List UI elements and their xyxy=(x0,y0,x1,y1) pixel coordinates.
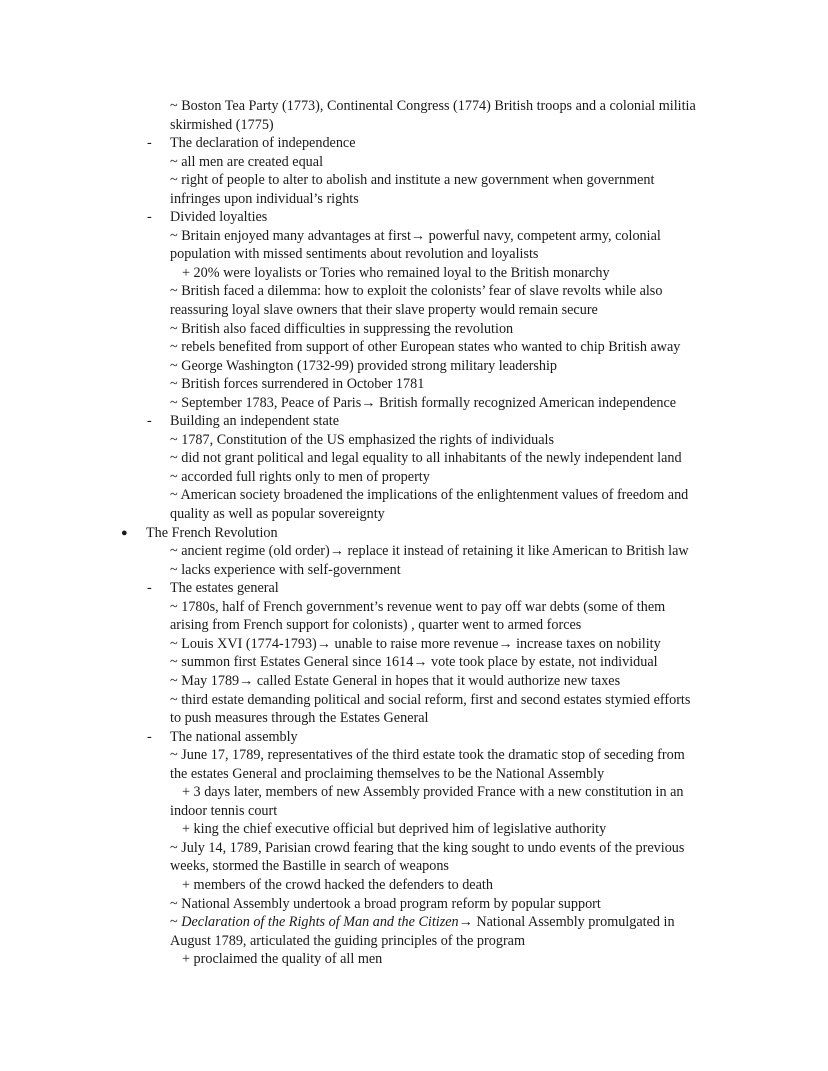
note-line xyxy=(0,542,828,561)
note-line xyxy=(0,153,828,172)
note-line xyxy=(0,375,828,394)
line-text: The French Revolution xyxy=(146,524,278,541)
line-text: indoor tennis court xyxy=(170,802,278,819)
note-line xyxy=(0,190,828,209)
note-line xyxy=(0,245,828,264)
line-text: ~ accorded full rights only to men of property xyxy=(170,468,430,485)
note-line xyxy=(0,282,828,301)
note-line xyxy=(0,97,828,116)
dash-marker: - xyxy=(147,728,152,745)
line-text: ~ July 14, 1789, Parisian crowd fearing that the king sought to undo events of the previous xyxy=(170,839,685,856)
line-text: ~ lacks experience with self-government xyxy=(170,561,401,578)
line-text: ~ all men are created equal xyxy=(170,153,324,170)
document-body xyxy=(0,97,828,969)
line-text: ~ third estate demanding political and social reform, first and second estates stymied efforts xyxy=(170,691,691,708)
subsection-heading xyxy=(0,579,828,598)
note-line xyxy=(0,357,828,376)
line-text: infringes upon individual’s rights xyxy=(170,190,359,207)
note-line xyxy=(0,449,828,468)
line-text: ~ June 17, 1789, representatives of the third estate took the dramatic stop of seceding from xyxy=(170,747,685,764)
line-text: ~ British forces surrendered in October 1781 xyxy=(170,376,425,393)
note-line xyxy=(0,468,828,487)
line-text: ~ rebels benefited from support of other European states who wanted to chip British away xyxy=(170,339,681,356)
note-line xyxy=(0,635,828,654)
line-text: ~ 1780s, half of French government’s revenue went to pay off war debts (some of them xyxy=(170,598,666,615)
note-line xyxy=(0,820,828,839)
line-text: ~ British faced a dilemma: how to exploit the colonists’ fear of slave revolts while also xyxy=(170,283,663,300)
note-line xyxy=(0,301,828,320)
note-line xyxy=(0,171,828,190)
note-line xyxy=(0,876,828,895)
dash-marker: - xyxy=(147,580,152,597)
bullet-marker: ● xyxy=(121,526,128,539)
line-text: + members of the crowd hacked the defenders to death xyxy=(182,876,493,893)
line-text: ~ right of people to alter to abolish and institute a new government when government xyxy=(170,172,655,189)
line-text: ~ Boston Tea Party (1773), Continental Congress (1774) British troops and a colonial militia xyxy=(170,98,696,114)
section-heading xyxy=(0,524,828,543)
note-line xyxy=(0,709,828,728)
line-text: The estates general xyxy=(170,580,279,597)
note-line xyxy=(0,227,828,246)
line-text: skirmished (1775) xyxy=(170,116,274,133)
line-text: ~ Louis XVI (1774-1793)→ unable to raise more revenue→ increase taxes on nobility xyxy=(170,635,661,652)
line-text-prefix: ~ xyxy=(170,914,182,931)
note-line xyxy=(0,598,828,617)
note-line xyxy=(0,765,828,784)
note-line xyxy=(0,486,828,505)
italic-title: Declaration of the Rights of Man and the Citizen xyxy=(181,914,459,931)
subsection-heading xyxy=(0,728,828,747)
line-text: ~ summon first Estates General since 1614→ vote took place by estate, not individual xyxy=(170,654,658,671)
note-line xyxy=(0,616,828,635)
line-text: ~ September 1783, Peace of Paris→ British formally recognized American independence xyxy=(170,394,677,411)
line-text: to push measures through the Estates General xyxy=(170,710,429,727)
note-line xyxy=(0,746,828,765)
line-text: arising from French support for colonists) , quarter went to armed forces xyxy=(170,617,582,634)
note-line xyxy=(0,116,828,135)
line-text: ~ 1787, Constitution of the US emphasized the rights of individuals xyxy=(170,431,555,448)
subsection-heading xyxy=(0,134,828,153)
line-text: ~ ancient regime (old order)→ replace it instead of retaining it like American to British law xyxy=(170,543,689,560)
note-line xyxy=(0,338,828,357)
line-text: ~ George Washington (1732-99) provided strong military leadership xyxy=(170,357,558,374)
note-line xyxy=(0,913,828,932)
line-text: August 1789, articulated the guiding principles of the program xyxy=(170,932,525,949)
dash-marker: - xyxy=(147,135,152,152)
line-text: The national assembly xyxy=(170,728,298,745)
line-text-suffix: → National Assembly promulgated in xyxy=(458,914,675,931)
subsection-heading xyxy=(0,412,828,431)
note-line xyxy=(0,320,828,339)
line-text xyxy=(170,913,675,932)
note-line xyxy=(0,561,828,580)
note-line xyxy=(0,950,828,969)
line-text: population with missed sentiments about revolution and loyalists xyxy=(170,246,539,263)
line-text: + 20% were loyalists or Tories who remained loyal to the British monarchy xyxy=(182,264,610,281)
line-text: + 3 days later, members of new Assembly provided France with a new constitution in an xyxy=(182,784,684,801)
line-text: the estates General and proclaiming themselves to be the National Assembly xyxy=(170,765,605,782)
note-line xyxy=(0,839,828,858)
dash-marker: - xyxy=(147,413,152,430)
line-text: Building an independent state xyxy=(170,413,340,430)
line-text: ~ Britain enjoyed many advantages at first→ powerful navy, competent army, colonial xyxy=(170,227,661,244)
note-line xyxy=(0,653,828,672)
note-line xyxy=(0,505,828,524)
line-text: + proclaimed the quality of all men xyxy=(182,951,383,968)
note-line xyxy=(0,691,828,710)
line-text: quality as well as popular sovereignty xyxy=(170,506,385,523)
line-text: Divided loyalties xyxy=(170,209,268,226)
note-line xyxy=(0,264,828,283)
subsection-heading xyxy=(0,208,828,227)
line-text: weeks, stormed the Bastille in search of weapons xyxy=(170,858,449,875)
note-line xyxy=(0,394,828,413)
line-text: + king the chief executive official but deprived him of legislative authority xyxy=(182,821,607,838)
note-line xyxy=(0,895,828,914)
note-line xyxy=(0,672,828,691)
note-line xyxy=(0,932,828,951)
dash-marker: - xyxy=(147,209,152,226)
note-line xyxy=(0,783,828,802)
line-text: ~ American society broadened the implications of the enlightenment values of freedom and xyxy=(170,487,689,504)
line-text: ~ May 1789→ called Estate General in hopes that it would authorize new taxes xyxy=(170,672,621,689)
note-line xyxy=(0,802,828,821)
line-text: ~ National Assembly undertook a broad program reform by popular support xyxy=(170,895,601,912)
note-line xyxy=(0,431,828,450)
line-text: ~ British also faced difficulties in suppressing the revolution xyxy=(170,320,514,337)
note-line xyxy=(0,857,828,876)
line-text: ~ did not grant political and legal equality to all inhabitants of the newly independent land xyxy=(170,450,682,467)
line-text: The declaration of independence xyxy=(170,135,356,152)
line-text: reassuring loyal slave owners that their slave property would remain secure xyxy=(170,302,598,319)
